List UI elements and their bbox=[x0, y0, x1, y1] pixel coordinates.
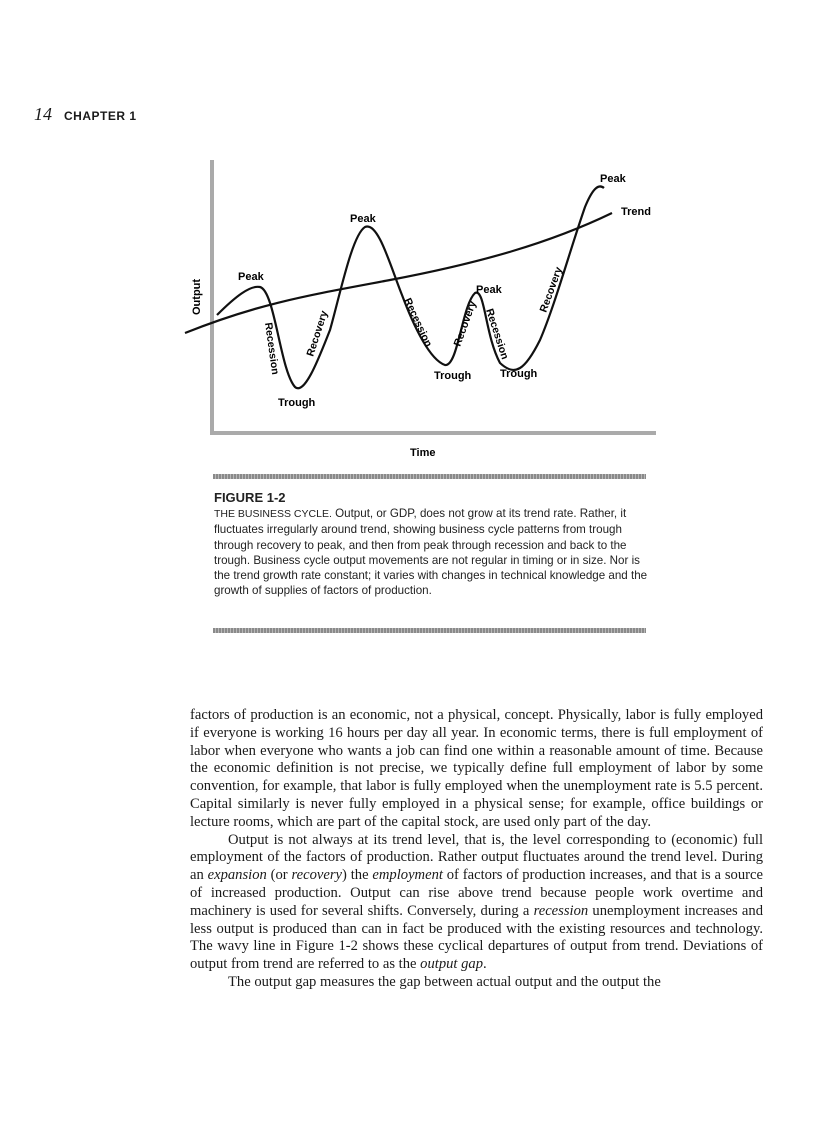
paragraph: The output gap measures the gap between actual output and the output the bbox=[228, 973, 661, 990]
caption-bottom-rule bbox=[213, 628, 646, 633]
caption-text: Output, or GDP, does not grow at its trend rate. Rather, it fluctuates irregularly around trend, showing business cycle patterns from trough through recovery to peak, and then from peak through recession and back to the trough. Business cycle output movements are not regular in timing or in size. Nor is the trend growth rate constant; it varies with changes in technical knowledge and the growth of supplies of factors of production. bbox=[214, 507, 648, 598]
phase-label: Recovery bbox=[537, 265, 565, 315]
trough-label: Trough bbox=[434, 370, 472, 382]
chapter-label: CHAPTER 1 bbox=[64, 109, 137, 123]
trough-label: Trough bbox=[278, 397, 316, 409]
caption-title: THE BUSINESS CYCLE. bbox=[214, 508, 332, 521]
business-cycle-figure bbox=[180, 155, 660, 465]
trough-label: Trough bbox=[500, 368, 538, 380]
phase-label: Recession bbox=[262, 321, 282, 376]
trend-label: Trend bbox=[621, 206, 651, 218]
figure-label: FIGURE 1-2 bbox=[214, 490, 286, 505]
peak-label: Peak bbox=[350, 213, 376, 225]
paragraph: factors of production is an economic, not a physical, concept. Physically, labor is fully employed if everyone is working 16 hours per day all year. In economic terms, there is full employment of labor when everyone who wants a job can find one within a reasonable amount of time. Because the economic definition is not precise, we typically define full employment of labor by some convention, for example, that labor is fully employed when the unemployment rate is 5.5 percent. Capital similarly is never fully employed in a physical sense; for example, office buildings or lecture rooms, which are part of the capital stock, are used only part of the day. bbox=[190, 707, 763, 830]
y-axis-label: Output bbox=[191, 278, 203, 315]
caption-top-rule bbox=[213, 474, 646, 479]
peak-label: Peak bbox=[238, 271, 264, 283]
phase-label: Recovery bbox=[451, 299, 479, 349]
phase-label: Recovery bbox=[304, 309, 331, 358]
caption-body bbox=[214, 506, 654, 598]
page-number: 14 bbox=[34, 104, 52, 124]
peak-label: Peak bbox=[600, 173, 626, 185]
x-axis bbox=[210, 431, 656, 435]
page-header bbox=[34, 104, 137, 125]
paragraph: Output is not always at its trend level, that is, the level corresponding to (economic) full employment of the factors of production. Rather output fluctuates around the trend level. During an expansion (or recovery) the employment of factors of production increases, and that is a source of increased production. Output can rise above trend because people work overtime and machinery is used for several shifts. Conversely, during a recession unemployment increases and less output is produced than can in fact be produced with the existing resources and technology. The wavy line in Figure 1-2 shows these cyclical departures of output from trend. Deviations of output from trend are referred to as the output gap. bbox=[190, 831, 763, 973]
peak-label: Peak bbox=[476, 284, 502, 296]
y-axis bbox=[210, 160, 214, 435]
phase-label: Recession bbox=[483, 307, 511, 361]
phase-label: Recession bbox=[401, 296, 435, 349]
body-text bbox=[190, 707, 763, 992]
x-axis-label: Time bbox=[410, 447, 436, 459]
figure-caption bbox=[214, 490, 654, 598]
